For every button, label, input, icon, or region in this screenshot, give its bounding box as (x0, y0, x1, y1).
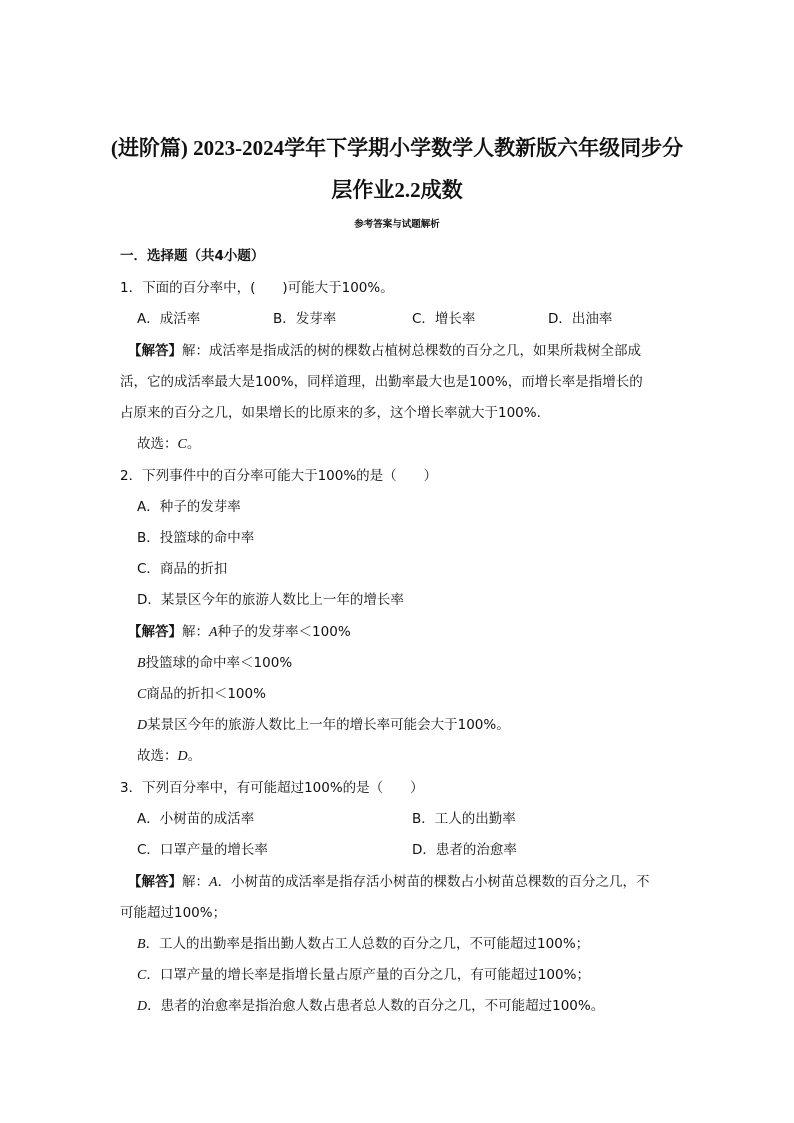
answer-letter: B (137, 937, 146, 952)
choice-letter: C (177, 437, 187, 452)
choice-prefix: 故选： (137, 748, 178, 764)
answer-text: ．小树苗的成活率是指存活小树苗的棵数占小树苗总棵数的百分之几，不 (217, 874, 650, 890)
answer-prefix: 解： (182, 874, 209, 890)
answer-text: ．工人的出勤率是指出勤人数占工人总数的百分之几，不可能超过100%； (145, 936, 590, 952)
answer-prefix: 解： (182, 624, 209, 640)
answer-tag: 【解答】 (128, 624, 182, 640)
question-1-option-a: A．成活率 (137, 311, 201, 327)
answer-letter: D (137, 999, 148, 1014)
answer-letter: A (209, 625, 218, 640)
answer-text: 某景区今年的旅游人数比上一年的增长率可能会大于100%。 (147, 717, 510, 733)
answer-text: 解：成活率是指成活的树的棵数占植树总棵数的百分之几，如果所栽树全部成 (182, 343, 641, 359)
question-1-answer-line-2: 活，它的成活率最大是100%，同样道理，出勤率最大也是100%，而增长率是指增长的 (120, 374, 643, 390)
question-2-answer-b (137, 653, 292, 674)
question-1-choice (137, 434, 200, 455)
question-1-answer-line-3: 占原来的百分之几，如果增长的比原来的多，这个增长率就大于100%. (120, 405, 541, 421)
answer-letter: B (137, 656, 146, 671)
question-1-option-c: C．增长率 (412, 311, 476, 327)
question-3-option-c: C．口罩产量的增长率 (137, 842, 268, 858)
answer-letter: D (137, 718, 148, 733)
answer-text: 种子的发芽率＜100% (217, 624, 351, 640)
question-2-option-a: A．种子的发芽率 (137, 499, 241, 515)
question-3-answer-a-cont: 可能超过100%； (120, 905, 227, 921)
question-2-option-b: B．投篮球的命中率 (137, 530, 255, 546)
question-3-answer-d (137, 996, 604, 1017)
question-2-answer-a (128, 622, 351, 643)
answer-tag: 【解答】 (128, 343, 182, 359)
answer-text: ．患者的治愈率是指治愈人数占患者总人数的百分之几，不可能超过100%。 (147, 998, 605, 1014)
answer-text: 商品的折扣＜100% (146, 686, 266, 702)
question-3-answer-b (137, 934, 589, 955)
question-3-option-b: B．工人的出勤率 (412, 811, 516, 827)
answer-tag: 【解答】 (128, 874, 182, 890)
question-2-option-d: D．某景区今年的旅游人数比上一年的增长率 (137, 592, 404, 608)
choice-prefix: 故选： (137, 436, 178, 452)
question-2-answer-d (137, 715, 510, 736)
question-2-option-c: C．商品的折扣 (137, 561, 228, 577)
question-1-stem: 1．下面的百分率中，( )可能大于100%。 (120, 280, 394, 296)
question-3-answer-a (128, 872, 650, 893)
answer-letter: A (209, 875, 218, 890)
question-3-stem: 3．下列百分率中，有可能超过100%的是（ ） (120, 780, 424, 796)
answer-text: ．口罩产量的增长率是指增长量占原产量的百分之几，有可能超过100%； (146, 967, 590, 983)
question-2-answer-c (137, 684, 266, 705)
choice-letter: D (177, 749, 188, 764)
question-1-answer-line-1 (128, 341, 641, 361)
question-1-option-d: D．出油率 (548, 311, 613, 327)
document-title-line-1: (进阶篇) 2023-2024学年下学期小学数学人教新版六年级同步分 (110, 136, 684, 160)
choice-suffix: 。 (187, 748, 202, 764)
answer-letter: C (137, 687, 147, 702)
question-2-choice (137, 746, 201, 767)
document-title-line-2: 层作业2.2成数 (331, 178, 463, 202)
answer-letter: C (137, 968, 147, 983)
choice-suffix: 。 (186, 436, 201, 452)
question-3-answer-c (137, 965, 590, 986)
question-2-stem: 2．下列事件中的百分率可能大于100%的是（ ） (120, 468, 438, 484)
question-3-option-d: D．患者的治愈率 (412, 842, 517, 858)
question-1-option-b: B．发芽率 (273, 311, 337, 327)
answer-text: 投篮球的命中率＜100% (145, 655, 293, 671)
document-subtitle: 参考答案与试题解析 (354, 219, 440, 230)
section-heading: 一．选择题（共4小题） (120, 248, 265, 264)
question-3-option-a: A．小树苗的成活率 (137, 811, 255, 827)
